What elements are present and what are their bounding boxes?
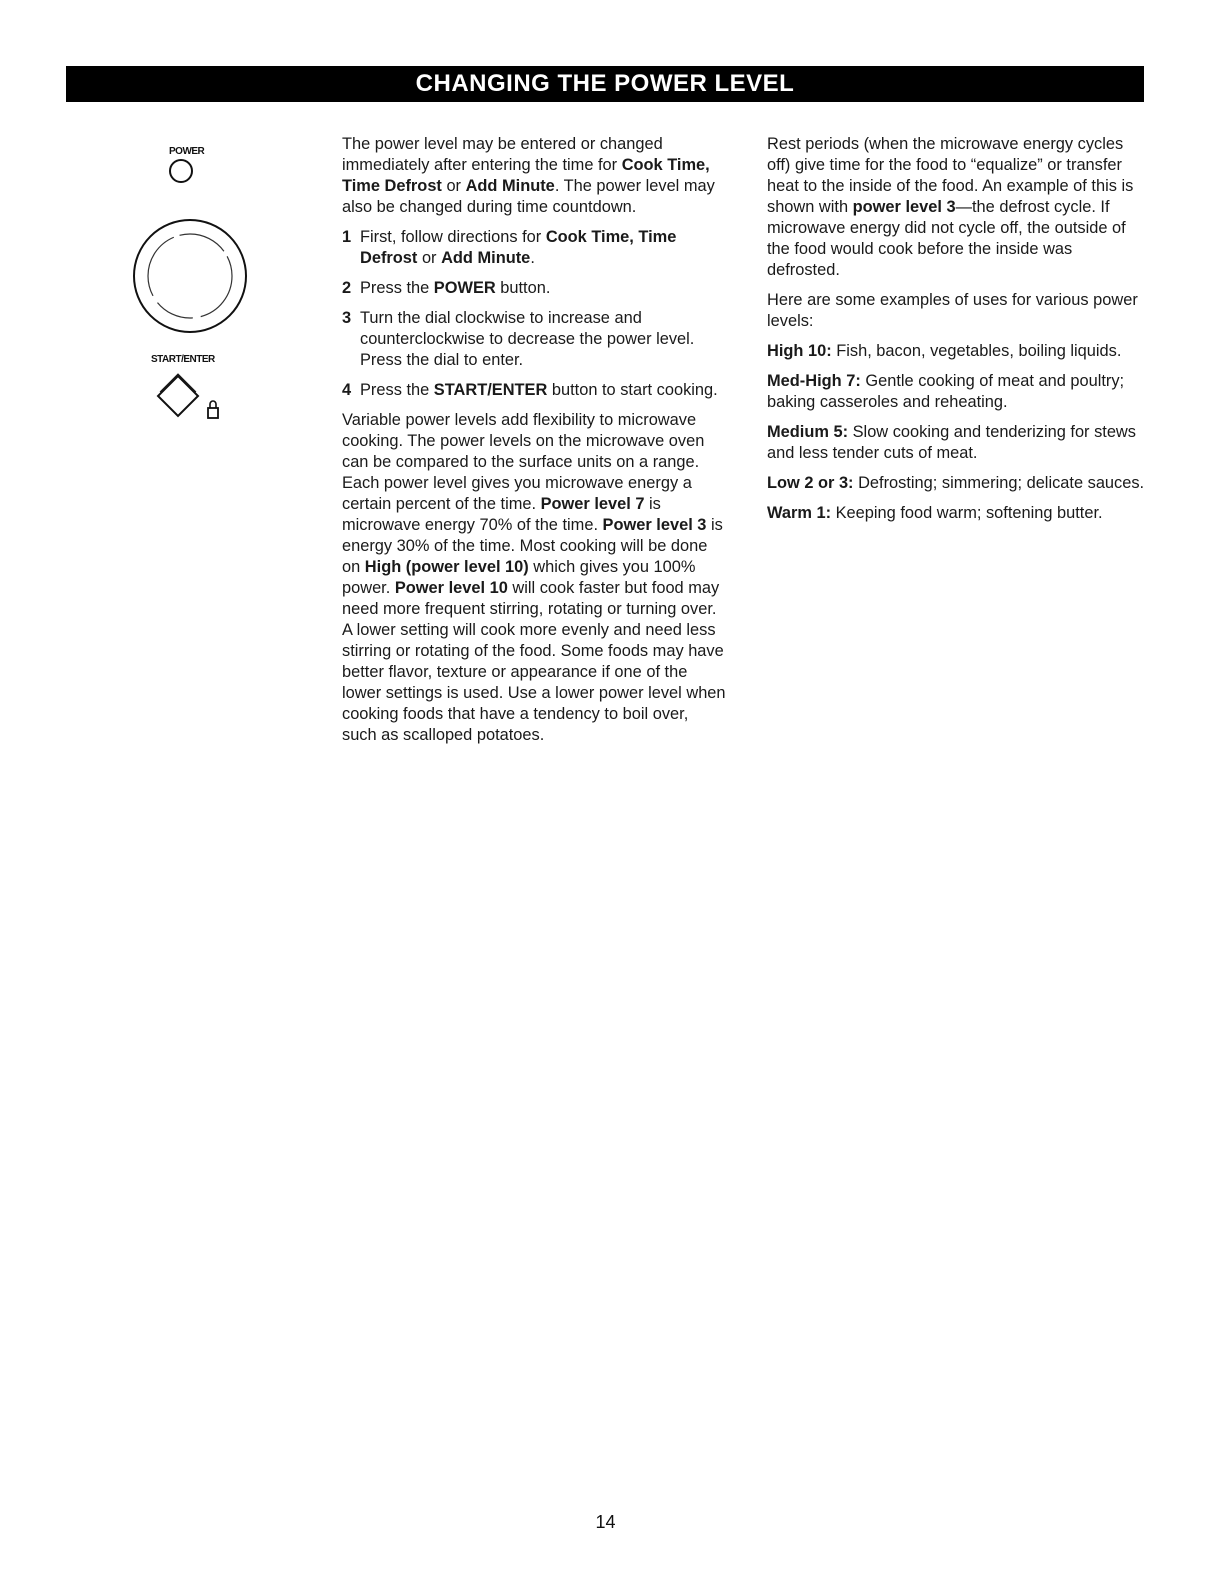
step-2: 2 Press the POWER button. xyxy=(342,279,551,297)
level-medium: Medium 5: Slow cooking and tenderizing for stews and less tender cuts of meat. xyxy=(767,423,1136,462)
level-med-high: Med-High 7: Gentle cooking of meat and poultry; baking casseroles and reheating. xyxy=(767,372,1125,411)
power-button-icon xyxy=(168,158,194,184)
level-high: High 10: Fish, bacon, vegetables, boiling liquids. xyxy=(767,342,1122,360)
page-title: CHANGING THE POWER LEVEL xyxy=(66,66,1144,102)
dial-icon xyxy=(130,216,250,336)
start-enter-button-label: START/ENTER xyxy=(151,354,215,365)
step-3: 3 Turn the dial clockwise to increase and counterclockwise to decrease the power level. Press the dial to enter. xyxy=(342,309,695,369)
step-4: 4 Press the START/ENTER button to start cooking. xyxy=(342,381,718,399)
step-1: 1 First, follow directions for Cook Time, Time Defrost or Add Minute. xyxy=(342,228,677,267)
intro-paragraph: The power level may be entered or changed immediately after entering the time for Cook Time, Time Defrost or Add Minute. The power level may also be changed during time countdown. xyxy=(342,135,715,216)
left-column xyxy=(342,134,726,755)
start-enter-icon xyxy=(152,370,232,428)
page-number: 14 xyxy=(595,1512,616,1532)
right-column xyxy=(767,134,1147,533)
level-low: Low 2 or 3: Defrosting; simmering; delicate sauces. xyxy=(767,474,1145,492)
examples-intro: Here are some examples of uses for various power levels: xyxy=(767,291,1138,330)
power-button-label: POWER xyxy=(169,146,205,157)
level-warm: Warm 1: Keeping food warm; softening butter. xyxy=(767,504,1103,522)
rest-periods-paragraph: Rest periods (when the microwave energy cycles off) give time for the food to “equalize” or transfer heat to the inside of the food. An example of this is shown with power level 3—the defrost cycle. If microwave energy did not cycle off, the outside of the food would cook before the inside was defrosted. xyxy=(767,135,1134,279)
variable-power-paragraph: Variable power levels add flexibility to microwave cooking. The power levels on the microwave oven can be compared to the surface units on a range. Each power level gives you microwave energy a certain percent of the time. Power level 7 is microwave energy 70% of the time. Power level 3 is energy 30% of the time. Most cooking will be done on High (power level 10) which gives you 100% power. Power level 10 will cook faster but food may need more frequent stirring, rotating or turning over. A lower setting will cook more evenly and need less stirring or rotating of the food. Some foods may have better flavor, texture or appearance if one of the lower settings is used. Use a lower power level when cooking foods that have a tendency to boil over, such as scalloped potatoes. xyxy=(342,411,726,744)
